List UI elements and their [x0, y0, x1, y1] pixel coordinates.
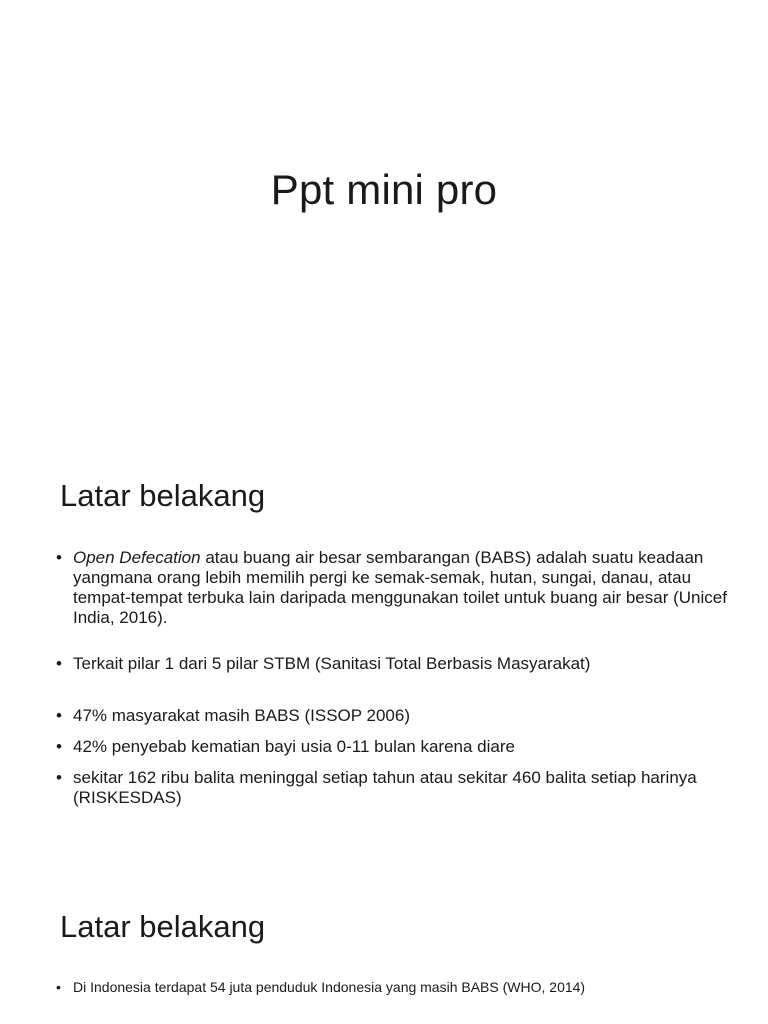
bullet-babs-percent: • 47% masyarakat masih BABS (ISSOP 2006)	[56, 706, 728, 726]
italic-term: Open Defecation	[73, 548, 201, 567]
slide-title	[0, 0, 768, 432]
bullet-open-defecation	[56, 548, 728, 628]
slide-heading: Latar belakang	[60, 478, 266, 513]
bullet-text: atau buang air besar sembarangan (BABS) adalah suatu keadaan yangmana orang lebih memilih pergi ke semak-semak, hutan, sungai, danau, atau tempat-tempat terbuka lain daripada menggunakan toilet untuk buang air besar (Unicef India, 2016).	[73, 548, 727, 627]
slide-background-2	[0, 864, 768, 1024]
bullet-stbm: • Terkait pilar 1 dari 5 pilar STBM (Sanitasi Total Berbasis Masyarakat)	[56, 654, 728, 674]
bullet-toddler-deaths: • sekitar 162 ribu balita meninggal setiap tahun atau sekitar 460 balita setiap harinya (RISKESDAS)	[56, 768, 728, 808]
bullet-list	[56, 978, 728, 996]
presentation-title: Ppt mini pro	[270, 166, 498, 213]
bullet-infant-mortality: • 42% penyebab kematian bayi usia 0-11 bulan karena diare	[56, 737, 728, 757]
slide-heading: Latar belakang	[60, 909, 266, 944]
bullet-indonesia-babs: • Di Indonesia terdapat 54 juta penduduk Indonesia yang masih BABS (WHO, 2014)	[56, 978, 728, 996]
bullet-list	[56, 548, 728, 808]
slide-background-1	[0, 432, 768, 864]
